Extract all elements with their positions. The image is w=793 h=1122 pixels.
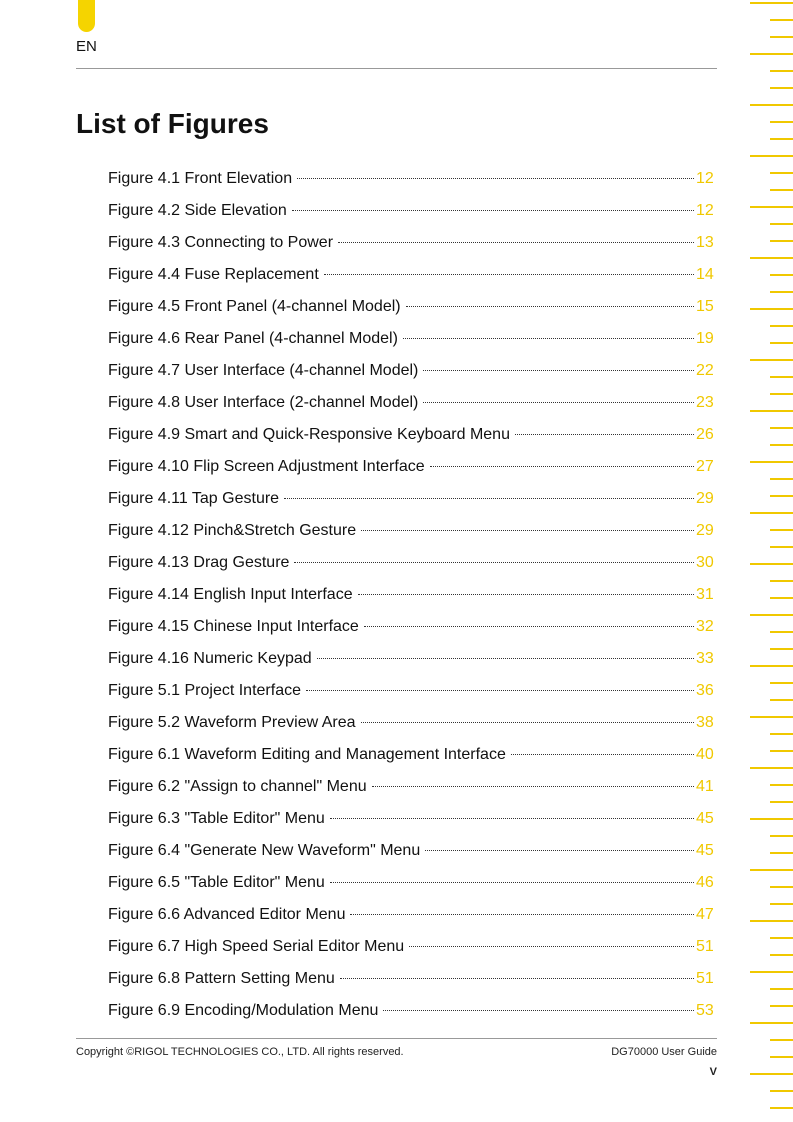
figure-title[interactable]: Figure 6.8 Pattern Setting Menu xyxy=(108,970,335,987)
figure-page-number[interactable]: 45 xyxy=(696,842,714,859)
dot-leader xyxy=(324,274,694,275)
dot-leader xyxy=(330,882,694,883)
figure-title[interactable]: Figure 4.12 Pinch&Stretch Gesture xyxy=(108,522,357,539)
dot-leader xyxy=(306,690,694,691)
figure-list-item[interactable] xyxy=(108,968,718,1000)
figure-list-item[interactable] xyxy=(108,296,718,328)
figure-list-item[interactable] xyxy=(108,616,718,648)
figure-title[interactable]: Figure 4.2 Side Elevation xyxy=(108,202,287,219)
figure-list-item[interactable] xyxy=(108,328,718,360)
figure-list-item[interactable] xyxy=(108,744,718,776)
dot-leader xyxy=(364,626,694,627)
figure-list-item[interactable] xyxy=(108,520,718,552)
dot-leader xyxy=(297,178,694,179)
figure-title[interactable]: Figure 4.1 Front Elevation xyxy=(108,170,293,187)
dot-leader xyxy=(423,370,694,371)
figure-title[interactable]: Figure 6.9 Encoding/Modulation Menu xyxy=(108,1002,379,1019)
figure-page-number[interactable]: 31 xyxy=(696,586,714,603)
dot-leader xyxy=(372,786,694,787)
figure-page-number[interactable]: 27 xyxy=(696,458,714,475)
figure-title[interactable]: Figure 4.3 Connecting to Power xyxy=(108,234,334,251)
dot-leader xyxy=(423,402,694,403)
figure-page-number[interactable]: 29 xyxy=(696,490,714,507)
figure-page-number[interactable]: 38 xyxy=(696,714,714,731)
figure-page-number[interactable]: 51 xyxy=(696,970,714,987)
dot-leader xyxy=(350,914,694,915)
figure-title[interactable]: Figure 4.5 Front Panel (4-channel Model) xyxy=(108,298,401,315)
margin-ruler-lines xyxy=(750,0,793,1122)
figure-page-number[interactable]: 30 xyxy=(696,554,714,571)
figure-title[interactable]: Figure 4.15 Chinese Input Interface xyxy=(108,618,359,635)
figure-list-item[interactable] xyxy=(108,808,718,840)
figure-title[interactable]: Figure 4.8 User Interface (2-channel Model) xyxy=(108,394,419,411)
figure-page-number[interactable]: 15 xyxy=(696,298,714,315)
dot-leader xyxy=(511,754,694,755)
figure-page-number[interactable]: 32 xyxy=(696,618,714,635)
figure-title[interactable]: Figure 6.5 "Table Editor" Menu xyxy=(108,874,325,891)
figure-list-item[interactable] xyxy=(108,232,718,264)
figure-page-number[interactable]: 29 xyxy=(696,522,714,539)
figure-list-item[interactable] xyxy=(108,840,718,872)
figure-list-item[interactable] xyxy=(108,936,718,968)
dot-leader xyxy=(358,594,694,595)
page-number: V xyxy=(709,1066,717,1078)
figure-title[interactable]: Figure 4.11 Tap Gesture xyxy=(108,490,280,507)
dot-leader xyxy=(425,850,694,851)
figure-title[interactable]: Figure 6.3 "Table Editor" Menu xyxy=(108,810,325,827)
figure-list-item[interactable] xyxy=(108,392,718,424)
figure-page-number[interactable]: 22 xyxy=(696,362,714,379)
figure-page-number[interactable]: 23 xyxy=(696,394,714,411)
figure-list xyxy=(108,168,718,1032)
figure-page-number[interactable]: 46 xyxy=(696,874,714,891)
figure-page-number[interactable]: 12 xyxy=(696,202,714,219)
dot-leader xyxy=(361,722,695,723)
language-label: EN xyxy=(76,38,97,55)
dot-leader xyxy=(294,562,694,563)
page-title: List of Figures xyxy=(76,108,269,139)
figure-list-item[interactable] xyxy=(108,584,718,616)
footer-divider xyxy=(76,1038,717,1039)
figure-title[interactable]: Figure 4.10 Flip Screen Adjustment Interface xyxy=(108,458,425,475)
figure-title[interactable]: Figure 4.13 Drag Gesture xyxy=(108,554,290,571)
figure-title[interactable]: Figure 4.16 Numeric Keypad xyxy=(108,650,312,667)
figure-page-number[interactable]: 26 xyxy=(696,426,714,443)
dot-leader xyxy=(403,338,694,339)
figure-title[interactable]: Figure 6.1 Waveform Editing and Management Interface xyxy=(108,746,506,763)
dot-leader xyxy=(409,946,694,947)
figure-title[interactable]: Figure 6.2 "Assign to channel" Menu xyxy=(108,778,367,795)
copyright-text: Copyright ©RIGOL TECHNOLOGIES CO., LTD. All rights reserved. xyxy=(76,1046,404,1058)
dot-leader xyxy=(338,242,694,243)
dot-leader xyxy=(292,210,694,211)
dot-leader xyxy=(330,818,694,819)
figure-page-number[interactable]: 40 xyxy=(696,746,714,763)
figure-page-number[interactable]: 47 xyxy=(696,906,714,923)
header-tab-marker xyxy=(78,0,95,32)
dot-leader xyxy=(340,978,694,979)
dot-leader xyxy=(406,306,694,307)
figure-list-item[interactable] xyxy=(108,1000,718,1032)
figure-list-item[interactable] xyxy=(108,680,718,712)
figure-list-item[interactable] xyxy=(108,456,718,488)
dot-leader xyxy=(361,530,694,531)
figure-list-item[interactable] xyxy=(108,200,718,232)
dot-leader xyxy=(383,1010,694,1011)
figure-title[interactable]: Figure 6.7 High Speed Serial Editor Menu xyxy=(108,938,405,955)
figure-page-number[interactable]: 33 xyxy=(696,650,714,667)
figure-title[interactable]: Figure 4.4 Fuse Replacement xyxy=(108,266,319,283)
figure-title[interactable]: Figure 6.4 "Generate New Waveform" Menu xyxy=(108,842,421,859)
figure-title[interactable]: Figure 4.7 User Interface (4-channel Model) xyxy=(108,362,419,379)
figure-list-item[interactable] xyxy=(108,424,718,456)
dot-leader xyxy=(284,498,694,499)
figure-list-item[interactable] xyxy=(108,648,718,680)
figure-list-item[interactable] xyxy=(108,488,718,520)
figure-page-number[interactable]: 19 xyxy=(696,330,714,347)
figure-title[interactable]: Figure 4.6 Rear Panel (4-channel Model) xyxy=(108,330,398,347)
figure-page-number[interactable]: 36 xyxy=(696,682,714,699)
figure-list-item[interactable] xyxy=(108,168,718,200)
figure-list-item[interactable] xyxy=(108,904,718,936)
figure-page-number[interactable]: 45 xyxy=(696,810,714,827)
figure-page-number[interactable]: 41 xyxy=(696,778,714,795)
figure-page-number[interactable]: 14 xyxy=(696,266,714,283)
figure-title[interactable]: Figure 4.9 Smart and Quick-Responsive Keyboard Menu xyxy=(108,426,510,443)
dot-leader xyxy=(430,466,694,467)
figure-page-number[interactable]: 13 xyxy=(696,234,714,251)
figure-title[interactable]: Figure 6.6 Advanced Editor Menu xyxy=(108,906,346,923)
guide-title: DG70000 User Guide xyxy=(611,1046,717,1058)
figure-title[interactable]: Figure 5.1 Project Interface xyxy=(108,682,301,699)
figure-title[interactable]: Figure 4.14 English Input Interface xyxy=(108,586,353,603)
figure-list-item[interactable] xyxy=(108,552,718,584)
figure-page-number[interactable]: 12 xyxy=(696,170,714,187)
figure-list-item[interactable] xyxy=(108,776,718,808)
dot-leader xyxy=(515,434,694,435)
figure-page-number[interactable]: 53 xyxy=(696,1002,714,1019)
figure-page-number[interactable]: 51 xyxy=(696,938,714,955)
dot-leader xyxy=(317,658,694,659)
figure-list-item[interactable] xyxy=(108,712,718,744)
figure-list-item[interactable] xyxy=(108,264,718,296)
figure-list-item[interactable] xyxy=(108,360,718,392)
figure-list-item[interactable] xyxy=(108,872,718,904)
header-divider xyxy=(76,68,717,69)
figure-title[interactable]: Figure 5.2 Waveform Preview Area xyxy=(108,714,356,731)
